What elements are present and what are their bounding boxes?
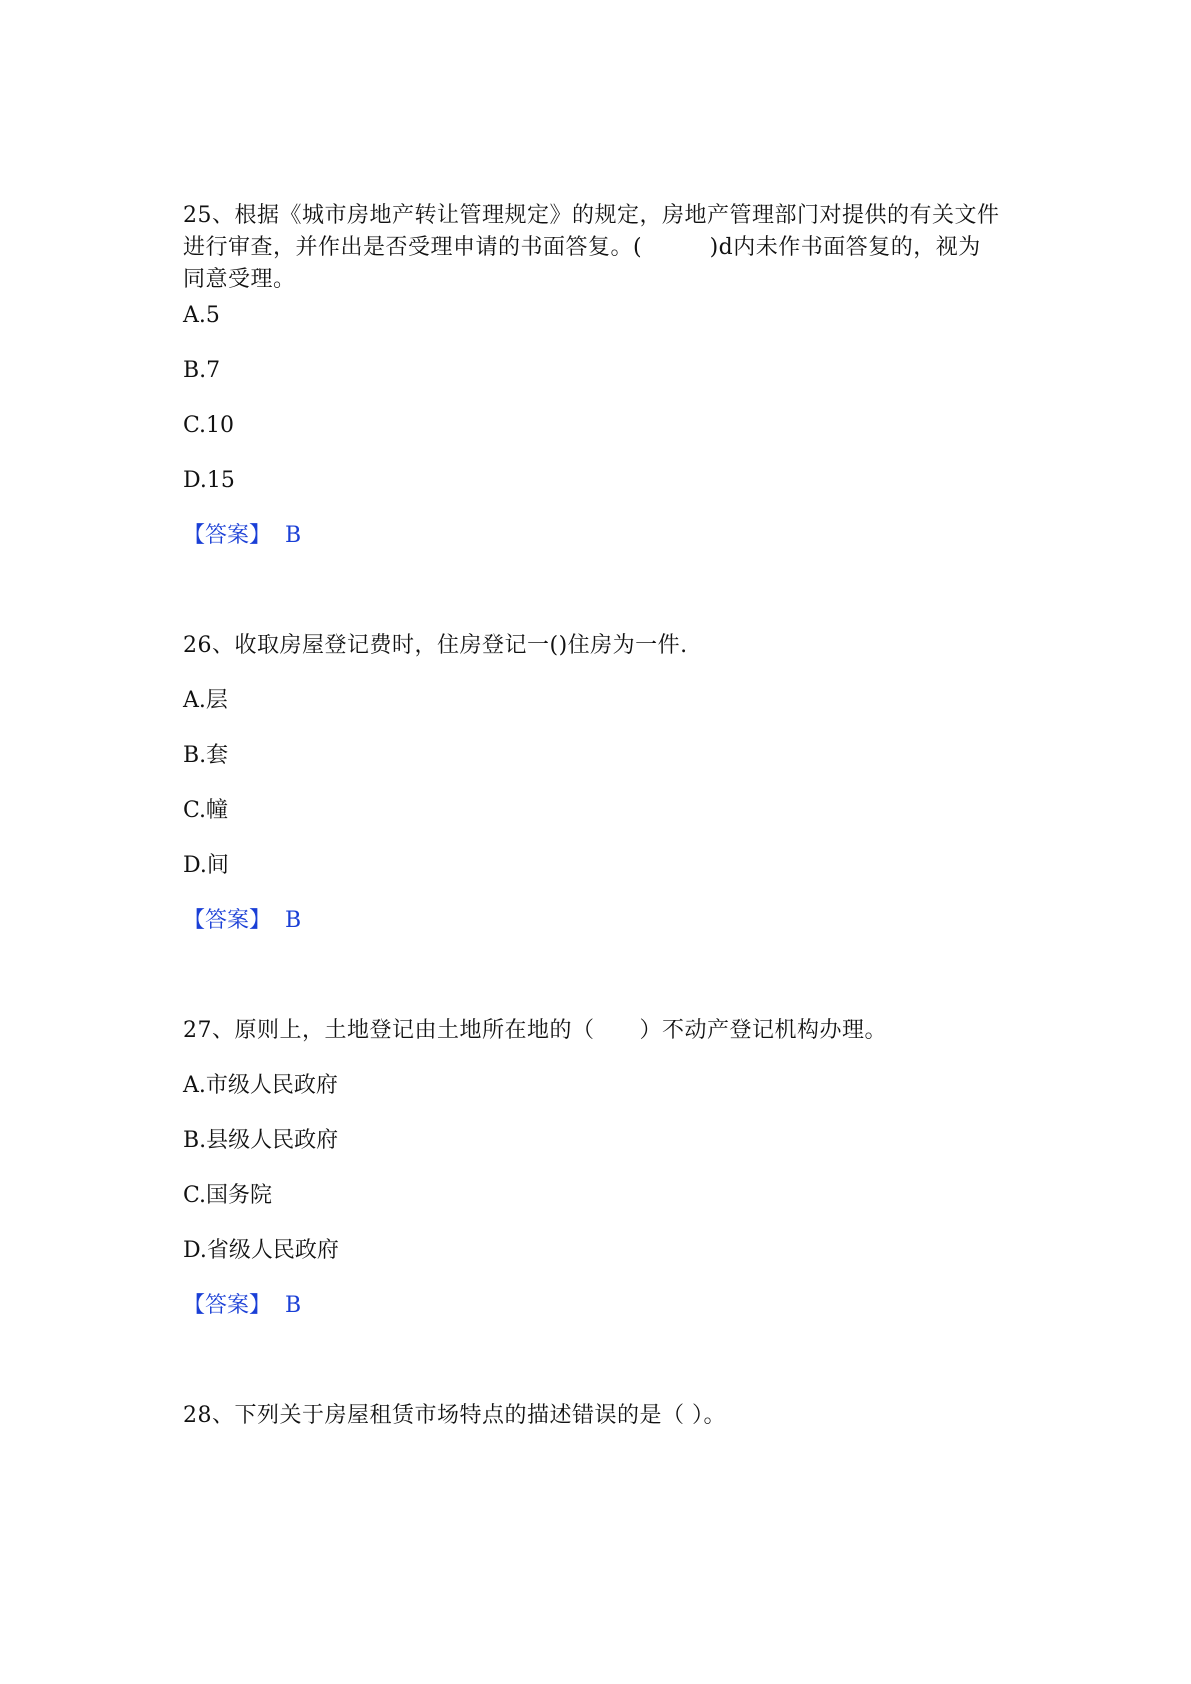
option-a: A.层 [183,688,228,713]
answer-value: B [285,1293,302,1318]
option-d: D.省级人民政府 [183,1238,339,1263]
answer-line [183,905,301,937]
question-text: 27、原则上，土地登记由土地所在地的（ ）不动产登记机构办理。 [183,1018,887,1043]
answer-label: 【答案】 [183,523,272,548]
option-a: A.5 [183,303,220,328]
option-d: D.15 [183,468,235,493]
question-26 [183,630,1003,933]
answer-line [183,520,301,552]
question-28 [183,1400,1003,1432]
option-b: B.县级人民政府 [183,1128,339,1153]
option-c: C.10 [183,413,235,438]
question-text: 25、根据《城市房地产转让管理规定》的规定，房地产管理部门对提供的有关文件进行审查，并作出是否受理申请的书面答复。( )d内未作书面答复的，视为同意受理。 [183,203,1000,292]
option-a: A.市级人民政府 [183,1073,338,1098]
question-text: 26、收取房屋登记费时，住房登记一()住房为一件. [183,633,688,658]
question-text: 28、下列关于房屋租赁市场特点的描述错误的是（ ）。 [183,1403,726,1428]
option-b: B.7 [183,358,221,383]
question-25 [183,200,1003,548]
option-c: C.幢 [183,798,229,823]
option-c: C.国务院 [183,1183,273,1208]
answer-line [183,1290,301,1322]
answer-value: B [285,523,302,548]
option-b: B.套 [183,743,229,768]
option-d: D.间 [183,853,229,878]
answer-label: 【答案】 [183,1293,272,1318]
question-27 [183,1015,1003,1318]
answer-value: B [285,908,302,933]
answer-label: 【答案】 [183,908,272,933]
